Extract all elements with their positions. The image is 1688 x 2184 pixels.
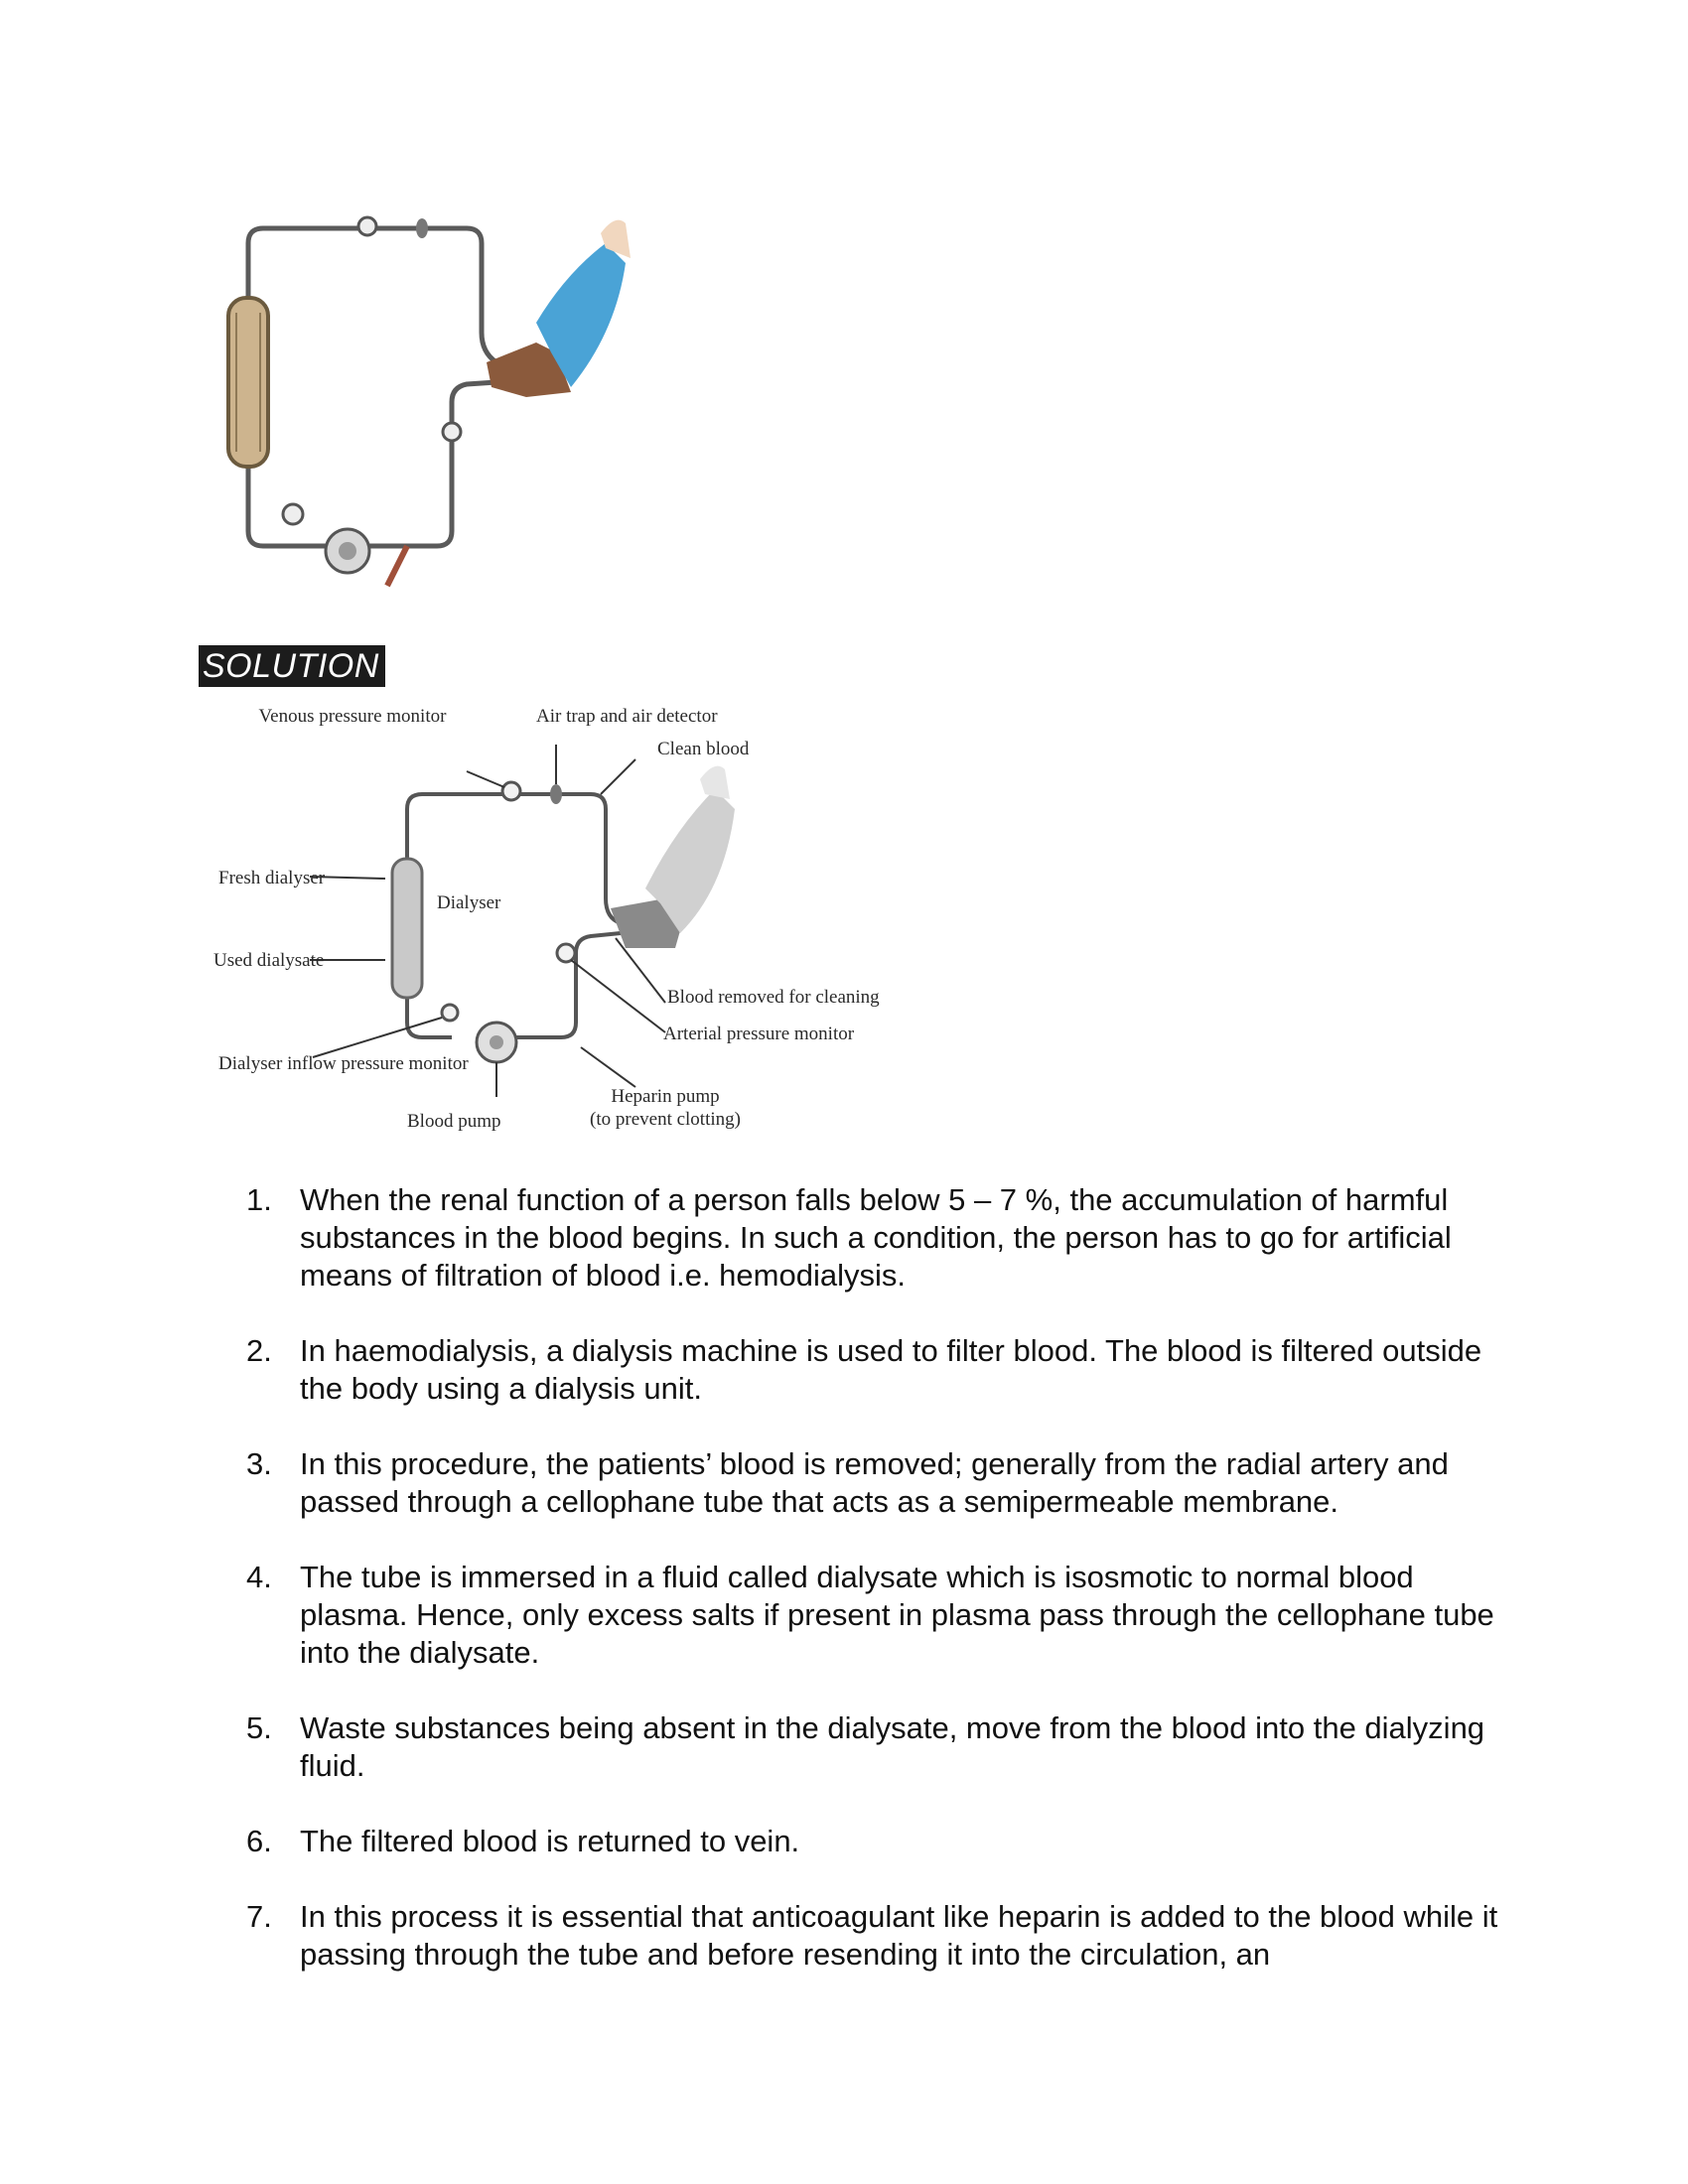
blood-pump: [326, 529, 369, 573]
list-item: [238, 1445, 1509, 1521]
list-item: [238, 1823, 1509, 1860]
diagram-tubing: [407, 794, 621, 1037]
tubing-loop: [248, 228, 496, 546]
label-fresh-dialyser: Fresh dialyser: [218, 868, 326, 888]
dialysis-circuit-figure: [209, 204, 665, 611]
list-text: Waste substances being absent in the dialysate, move from the blood into the dialyzing fluid.: [300, 1710, 1485, 1783]
inflow-gauge: [442, 1005, 458, 1021]
label-dialyser: Dialyser: [437, 892, 501, 913]
list-number: 2.: [246, 1333, 272, 1368]
label-blood-removed: Blood removed for cleaning: [667, 987, 880, 1008]
list-text: In haemodialysis, a dialysis machine is used to filter blood. The blood is filtered outside the body using a dialysis unit.: [300, 1333, 1482, 1406]
list-number: 7.: [246, 1899, 272, 1934]
arterial-monitor-gauge: [443, 423, 461, 441]
label-heparin-pump: Heparin pump: [611, 1086, 720, 1107]
haemodialysis-diagram: [199, 700, 943, 1166]
air-trap-detector: [550, 784, 562, 804]
heparin-syringe: [387, 546, 407, 586]
list-number: 6.: [246, 1824, 272, 1858]
list-item: [238, 1559, 1509, 1672]
list-number: 4.: [246, 1560, 272, 1594]
label-air-trap: Air trap and air detector: [536, 706, 718, 727]
list-text: When the renal function of a person falls below 5 – 7 %, the accumulation of harmful substances in the blood begins. In such a condition, the person has to go for artificial means of filtration of blood i.e. hemodialysis.: [300, 1182, 1452, 1293]
label-blood-pump: Blood pump: [407, 1111, 501, 1132]
label-dialyser-inflow: Dialyser inflow pressure monitor: [218, 1053, 469, 1074]
list-text: In this procedure, the patients’ blood is removed; generally from the radial artery and passed through a cellophane tube that acts as a semipermeable membrane.: [300, 1446, 1449, 1519]
list-number: 1.: [246, 1182, 272, 1217]
list-text: In this process it is essential that anticoagulant like heparin is added to the blood while it passing through the tube and before resending it into the circulation, an: [300, 1899, 1498, 1972]
patient-figure: [611, 766, 735, 948]
label-used-dialysate: Used dialysate: [213, 950, 325, 971]
air-trap: [416, 218, 428, 238]
list-text: The filtered blood is returned to vein.: [300, 1824, 800, 1858]
label-arterial-pressure-monitor: Arterial pressure monitor: [663, 1024, 855, 1044]
pump-wheel: [477, 1023, 516, 1062]
venous-gauge: [502, 782, 520, 800]
list-text: The tube is immersed in a fluid called dialysate which is isosmotic to normal blood plasma. Hence, only excess salts if present in plasma pass through the cellophane tube into the dialysate.: [300, 1560, 1494, 1670]
list-number: 5.: [246, 1710, 272, 1745]
venous-monitor-gauge: [358, 217, 376, 235]
list-item: [238, 1709, 1509, 1785]
list-item: [238, 1898, 1509, 1974]
patient-arm: [487, 220, 631, 397]
diagram-dialyser: [392, 859, 422, 998]
solution-label: SOLUTION: [199, 645, 385, 687]
dialyser-cartridge: [228, 298, 268, 467]
solution-steps-list: [238, 1181, 1509, 2011]
list-item: [238, 1332, 1509, 1408]
list-number: 3.: [246, 1446, 272, 1481]
label-venous-pressure-monitor: Venous pressure monitor: [258, 706, 447, 727]
list-item: [238, 1181, 1509, 1295]
label-heparin-note: (to prevent clotting): [590, 1109, 741, 1130]
label-clean-blood: Clean blood: [657, 739, 750, 759]
arterial-gauge: [557, 944, 575, 962]
inflow-monitor-gauge: [283, 504, 303, 524]
